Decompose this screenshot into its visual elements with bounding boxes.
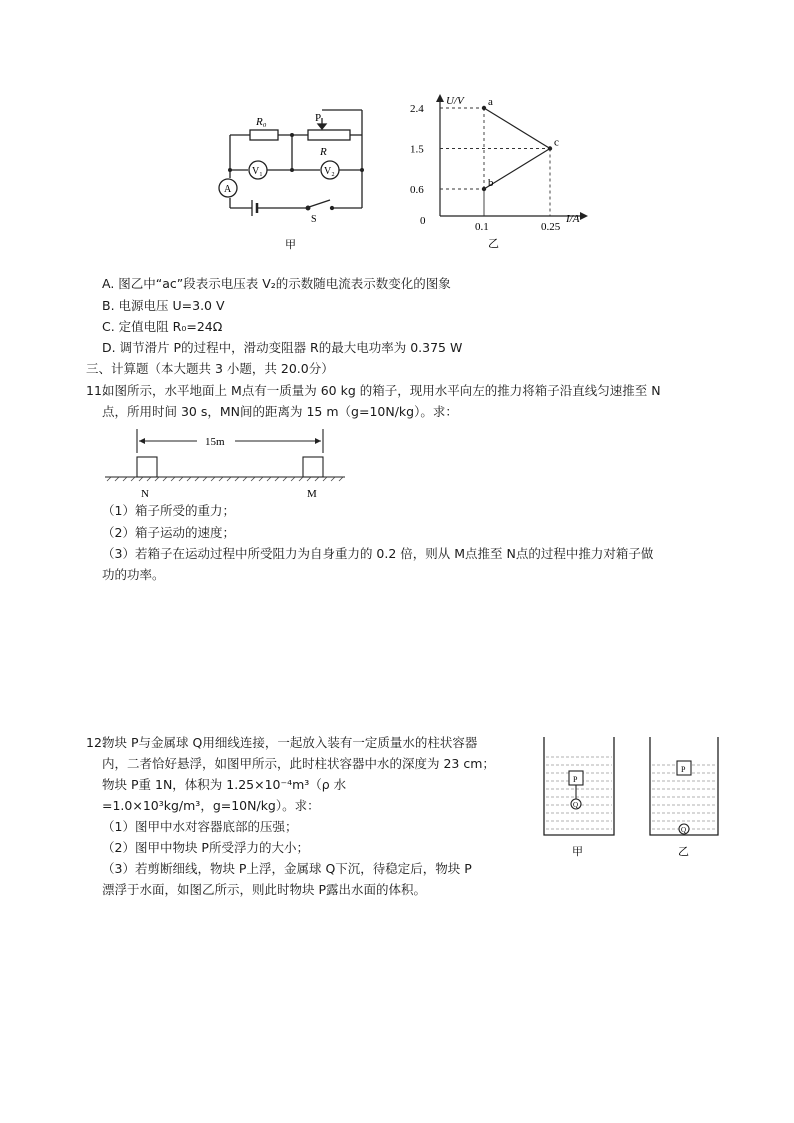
option-b: B. 电源电压 U=3.0 V	[102, 298, 225, 313]
q12-line1: 物块 P与金属球 Q用细线连接，一起放入装有一定质量水的柱状容器	[102, 735, 478, 750]
q12-sub2: （2）图甲中物块 P所受浮力的大小；	[102, 840, 309, 855]
point-label-c: c	[554, 136, 559, 149]
x-axis-label: I/A	[566, 213, 580, 225]
segment-bc	[484, 149, 550, 190]
p-label: P	[315, 112, 322, 124]
segment-ac	[484, 108, 550, 149]
q11-sub3b: 功的功率。	[102, 567, 165, 582]
v2-label: V₂	[324, 166, 335, 177]
a-label: A	[224, 184, 232, 195]
svg-text:Q: Q	[681, 826, 687, 834]
q11-sub3a: （3）若箱子在运动过程中所受阻力为自身重力的 0.2 倍，则从 M点推至 N点的过程中推力对箱子做	[102, 546, 654, 561]
u-i-graph	[408, 92, 598, 252]
r0-label: R₀	[256, 116, 267, 128]
fig-yi-label: 乙	[678, 846, 689, 858]
point-a	[482, 106, 486, 110]
q11-line1: 如图所示，水平地面上 M点有一质量为 60 kg 的箱子，现用水平向左的推力将箱子沿直线匀速推至 N	[102, 383, 661, 398]
q12-line2: 内，二者恰好悬浮，如图甲所示，此时柱状容器中水的深度为 23 cm；	[102, 756, 495, 771]
r-label: R	[320, 146, 327, 158]
origin-label: 0	[420, 215, 426, 227]
q11-line2: 点，所用时间 30 s，MN间的距离为 15 m（g=10N/kg）。求：	[102, 404, 458, 419]
v1-label: V₁	[252, 166, 263, 177]
r-resistor	[308, 130, 350, 140]
point-b	[482, 187, 486, 191]
q12-sub1: （1）图甲中水对容器底部的压强；	[102, 819, 298, 834]
q12-sub3a: （3）若剪断细线，物块 P上浮，金属球 Q下沉，待稳定后，物块 P	[102, 861, 472, 876]
svg-text:P: P	[573, 775, 578, 784]
option-d: D. 调节滑片 P的过程中，滑动变阻器 R的最大电功率为 0.375 W	[102, 340, 463, 355]
q12-sub3b: 漂浮于水面，如图乙所示，则此时物块 P露出水面的体积。	[102, 882, 427, 897]
svg-text:P: P	[681, 765, 686, 774]
box-n	[137, 457, 157, 477]
q11-number: 11.	[86, 383, 106, 398]
point-label-a: a	[488, 96, 493, 108]
option-c: C. 定值电阻 R₀=24Ω	[102, 319, 223, 334]
point-c	[548, 146, 552, 150]
section-title: 三、计算题（本大题共 3 小题，共 20.0分）	[86, 361, 334, 376]
svg-text:Q: Q	[573, 801, 579, 809]
q12-line4: =1.0×10³kg/m³，g=10N/kg）。求：	[102, 798, 320, 813]
r0-resistor	[250, 130, 278, 140]
q11-sub2: （2）箱子运动的速度；	[102, 525, 235, 540]
x-tick-label: 0.1	[475, 221, 489, 233]
y-tick-label: 1.5	[410, 143, 424, 156]
box-m	[303, 457, 323, 477]
y-tick-label: 0.6	[410, 184, 424, 196]
y-axis-label: U/V	[446, 95, 464, 107]
q12-number: 12.	[86, 735, 106, 750]
graph-caption: 乙	[488, 238, 499, 250]
point-label-b: b	[488, 177, 494, 189]
y-tick-label: 2.4	[410, 103, 424, 115]
circuit-caption: 甲	[285, 239, 296, 251]
s-label: S	[311, 214, 317, 225]
m-label: M	[307, 488, 317, 500]
x-tick-label: 0.25	[541, 221, 561, 233]
q11-figure	[105, 425, 345, 503]
fig-jia-label: 甲	[572, 846, 583, 858]
q12-figure	[538, 733, 723, 863]
q12-line3: 物块 P重 1N，体积为 1.25×10⁻⁴m³（ρ 水	[102, 777, 347, 792]
n-label: N	[141, 488, 149, 500]
distance-label: 15m	[205, 436, 225, 448]
circuit-diagram	[200, 100, 380, 255]
q11-sub1: （1）箱子所受的重力；	[102, 503, 235, 518]
option-a: A. 图乙中“ac”段表示电压表 V₂的示数随电流表示数变化的图象	[102, 276, 451, 291]
